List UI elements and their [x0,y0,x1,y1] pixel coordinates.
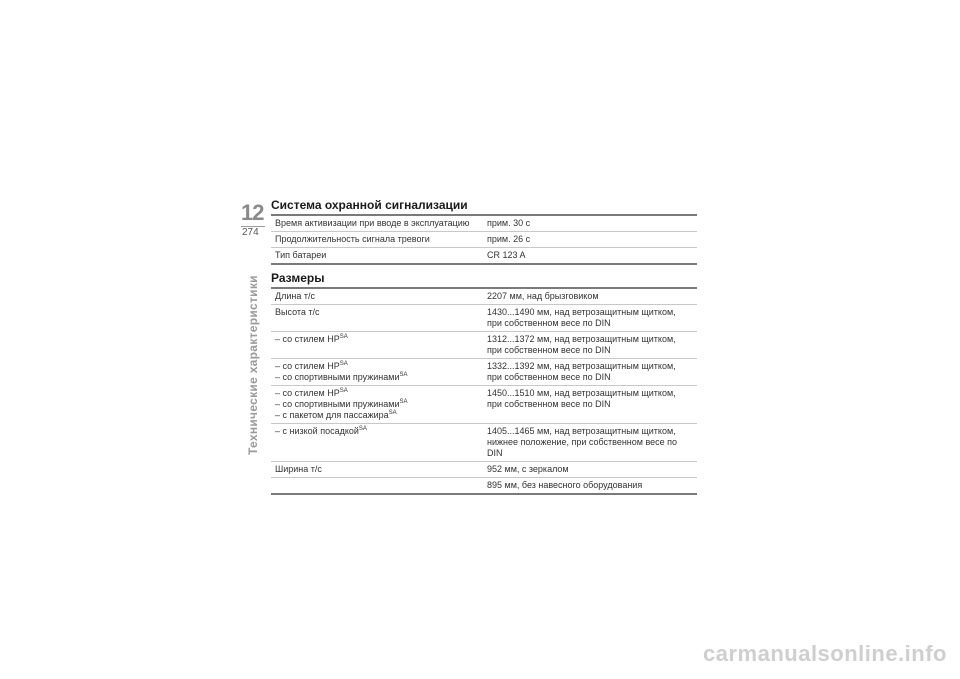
watermark: carmanualsonline.info [703,641,947,666]
value-line: 1312...1372 мм, над ветрозащитным щитком, [487,334,676,344]
param-line [275,388,481,399]
option-marker: SA [339,334,348,340]
value-cell [483,386,697,424]
table-row [271,386,697,424]
table-row [271,462,697,478]
param-line [275,426,481,437]
param-cell [271,288,483,305]
value-cell [483,288,697,305]
param-cell: Продолжительность сигнала тревоги [275,234,430,244]
alarm-section-title: Система охранной сигнализации [271,198,468,212]
param-cell: Тип батареи [275,250,327,260]
table-row [271,332,697,359]
option-marker: SA [339,388,348,394]
param-cell: Время активизации при вводе в эксплуатацию [275,218,470,228]
value-cell [483,359,697,386]
value-line: 1430...1490 мм, над ветрозащитным щитком, [487,307,676,317]
value-cell [483,332,697,359]
option-marker: SA [399,372,408,378]
param-line [275,464,481,475]
value-line: при собственном весе по DIN [487,345,611,355]
table-row [271,232,697,248]
value-line: 1405...1465 мм, над ветрозащитным щитком, [487,426,676,436]
param-text: Высота т/с [275,307,320,317]
table-row [271,478,697,495]
param-line [275,361,481,372]
param-text: – с низкой посадкой [275,426,359,436]
option-marker: SA [358,426,367,432]
param-cell [271,386,483,424]
value-line: DIN [487,448,503,458]
value-line: 895 мм, без навесного оборудования [487,480,643,490]
param-text: – со стилем HP [275,361,340,371]
value-line: 952 мм, с зеркалом [487,464,569,474]
param-text: Ширина т/с [275,464,322,474]
table-row [271,215,697,232]
table-row [271,248,697,265]
param-text: – с пакетом для пассажира [275,410,389,420]
table-row [271,305,697,332]
value-cell [483,424,697,462]
param-text: – со спортивными пружинами [275,399,400,409]
param-cell [271,305,483,332]
value-line: 2207 мм, над брызговиком [487,291,599,301]
value-line: 1450...1510 мм, над ветрозащитным щитком, [487,388,676,398]
param-cell [271,332,483,359]
value-cell [483,462,697,478]
param-cell [271,359,483,386]
param-line [275,291,481,302]
param-cell [271,462,483,478]
param-line [275,410,481,421]
param-text: – со стилем HP [275,334,340,344]
dimensions-section-title: Размеры [271,271,325,285]
param-text: – со стилем HP [275,388,340,398]
value-line: 1332...1392 мм, над ветрозащитным щитком, [487,361,676,371]
param-cell [271,424,483,462]
page-number: 274 [242,227,259,238]
option-marker: SA [399,399,408,405]
table-row [271,424,697,462]
param-text: Длина т/с [275,291,315,301]
option-marker: SA [388,410,397,416]
param-cell [271,478,483,495]
value-line: при собственном весе по DIN [487,318,611,328]
value-cell: прим. 26 с [487,234,531,244]
table-row [271,288,697,305]
value-line: нижнее положение, при собственном весе по [487,437,678,447]
alarm-table [271,214,697,265]
chapter-side-title: Технические характеристики [246,275,260,455]
param-line [275,372,481,383]
value-cell [483,305,697,332]
dimensions-table [271,287,697,495]
param-line [275,399,481,410]
value-line: при собственном весе по DIN [487,399,611,409]
value-cell: прим. 30 с [487,218,531,228]
option-marker: SA [339,361,348,367]
param-text: – со спортивными пружинами [275,372,400,382]
table-row [271,359,697,386]
value-line: при собственном весе по DIN [487,372,611,382]
value-cell [483,478,697,495]
value-cell: CR 123 A [487,250,526,260]
param-line [275,307,481,318]
param-line [275,334,481,345]
chapter-number: 12 [241,200,264,225]
